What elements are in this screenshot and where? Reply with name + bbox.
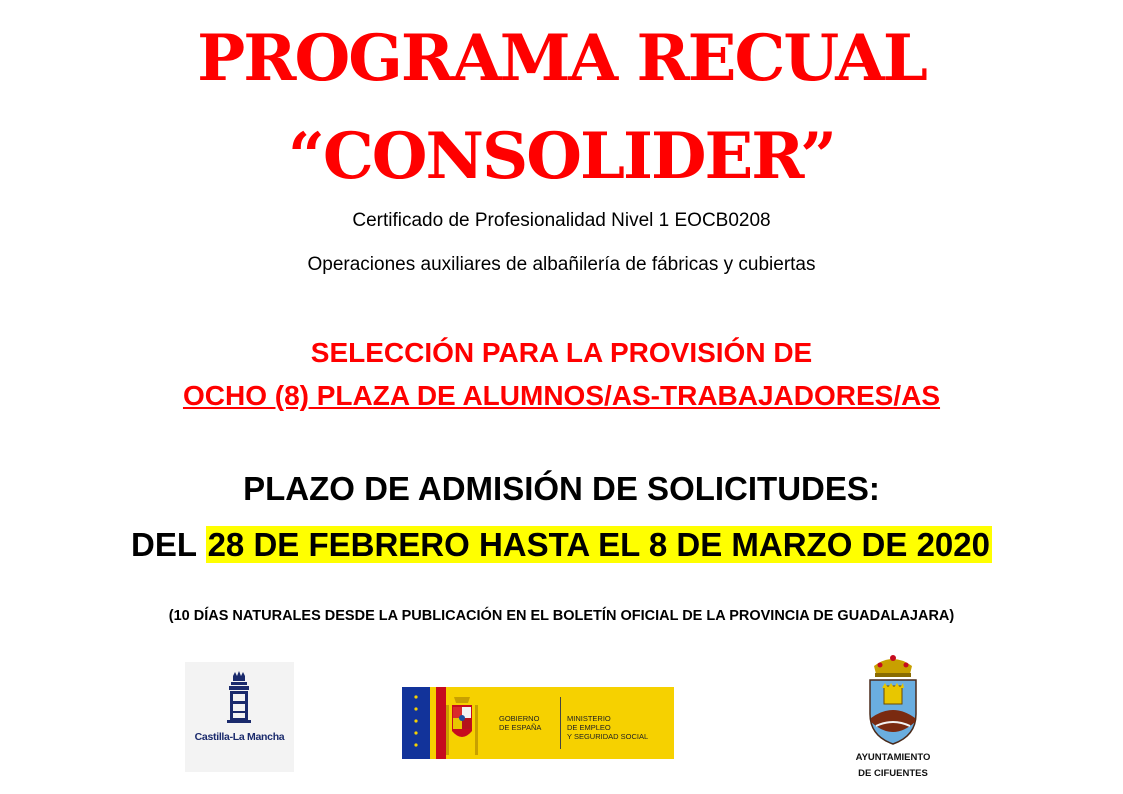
ministerio-line2: DE EMPLEO bbox=[567, 723, 611, 732]
program-title: PROGRAMA RECUAL bbox=[197, 21, 926, 96]
ministerio-line1: MINISTERIO bbox=[567, 714, 611, 723]
program-subtitle: “CONSOLIDER” bbox=[288, 119, 835, 194]
gobierno-line1: GOBIERNO bbox=[499, 714, 540, 723]
ayto-line1: AYUNTAMIENTO bbox=[855, 752, 931, 763]
castilla-la-mancha-label: Castilla-La Mancha bbox=[194, 731, 285, 743]
certificate-description: Operaciones auxiliares de albañilería de fábricas y cubiertas bbox=[307, 254, 816, 275]
castle-icon bbox=[185, 662, 294, 732]
eu-flag-icon bbox=[402, 687, 430, 759]
castilla-la-mancha-logo bbox=[185, 662, 294, 772]
ministerio-line3: Y SEGURIDAD SOCIAL bbox=[567, 732, 649, 741]
selection-heading: SELECCIÓN PARA LA PROVISIÓN DE bbox=[310, 337, 813, 368]
deadline-highlight: 28 DE FEBRERO HASTA EL 8 DE MARZO DE 2020 bbox=[207, 526, 990, 563]
gobierno-line2: DE ESPAÑA bbox=[499, 723, 542, 732]
selection-positions-text: OCHO (8) PLAZA DE ALUMNOS/AS-TRABAJADORES/AS bbox=[182, 380, 941, 411]
deadline-heading: PLAZO DE ADMISIÓN DE SOLICITUDES: bbox=[243, 470, 880, 507]
deadline-dates bbox=[0, 526, 1123, 564]
publication-note: (10 DÍAS NATURALES DESDE LA PUBLICACIÓN EN EL BOLETÍN OFICIAL DE LA PROVINCIA DE GUADALAJARA) bbox=[168, 608, 955, 624]
cifuentes-coat-of-arms-icon bbox=[862, 652, 924, 747]
ministerio-label bbox=[567, 714, 648, 741]
cifuentes-label bbox=[838, 750, 948, 782]
ayto-line2: DE CIFUENTES bbox=[858, 768, 928, 779]
certificate-label: Certificado de Profesionalidad Nivel 1 EOCB0208 bbox=[352, 210, 771, 231]
gobierno-espana-logo bbox=[402, 687, 674, 759]
selection-positions bbox=[0, 380, 1123, 412]
gobierno-label bbox=[499, 714, 541, 732]
logo-divider bbox=[560, 697, 561, 749]
spain-coat-of-arms-icon bbox=[432, 687, 492, 759]
deadline-prefix: DEL bbox=[131, 526, 206, 563]
